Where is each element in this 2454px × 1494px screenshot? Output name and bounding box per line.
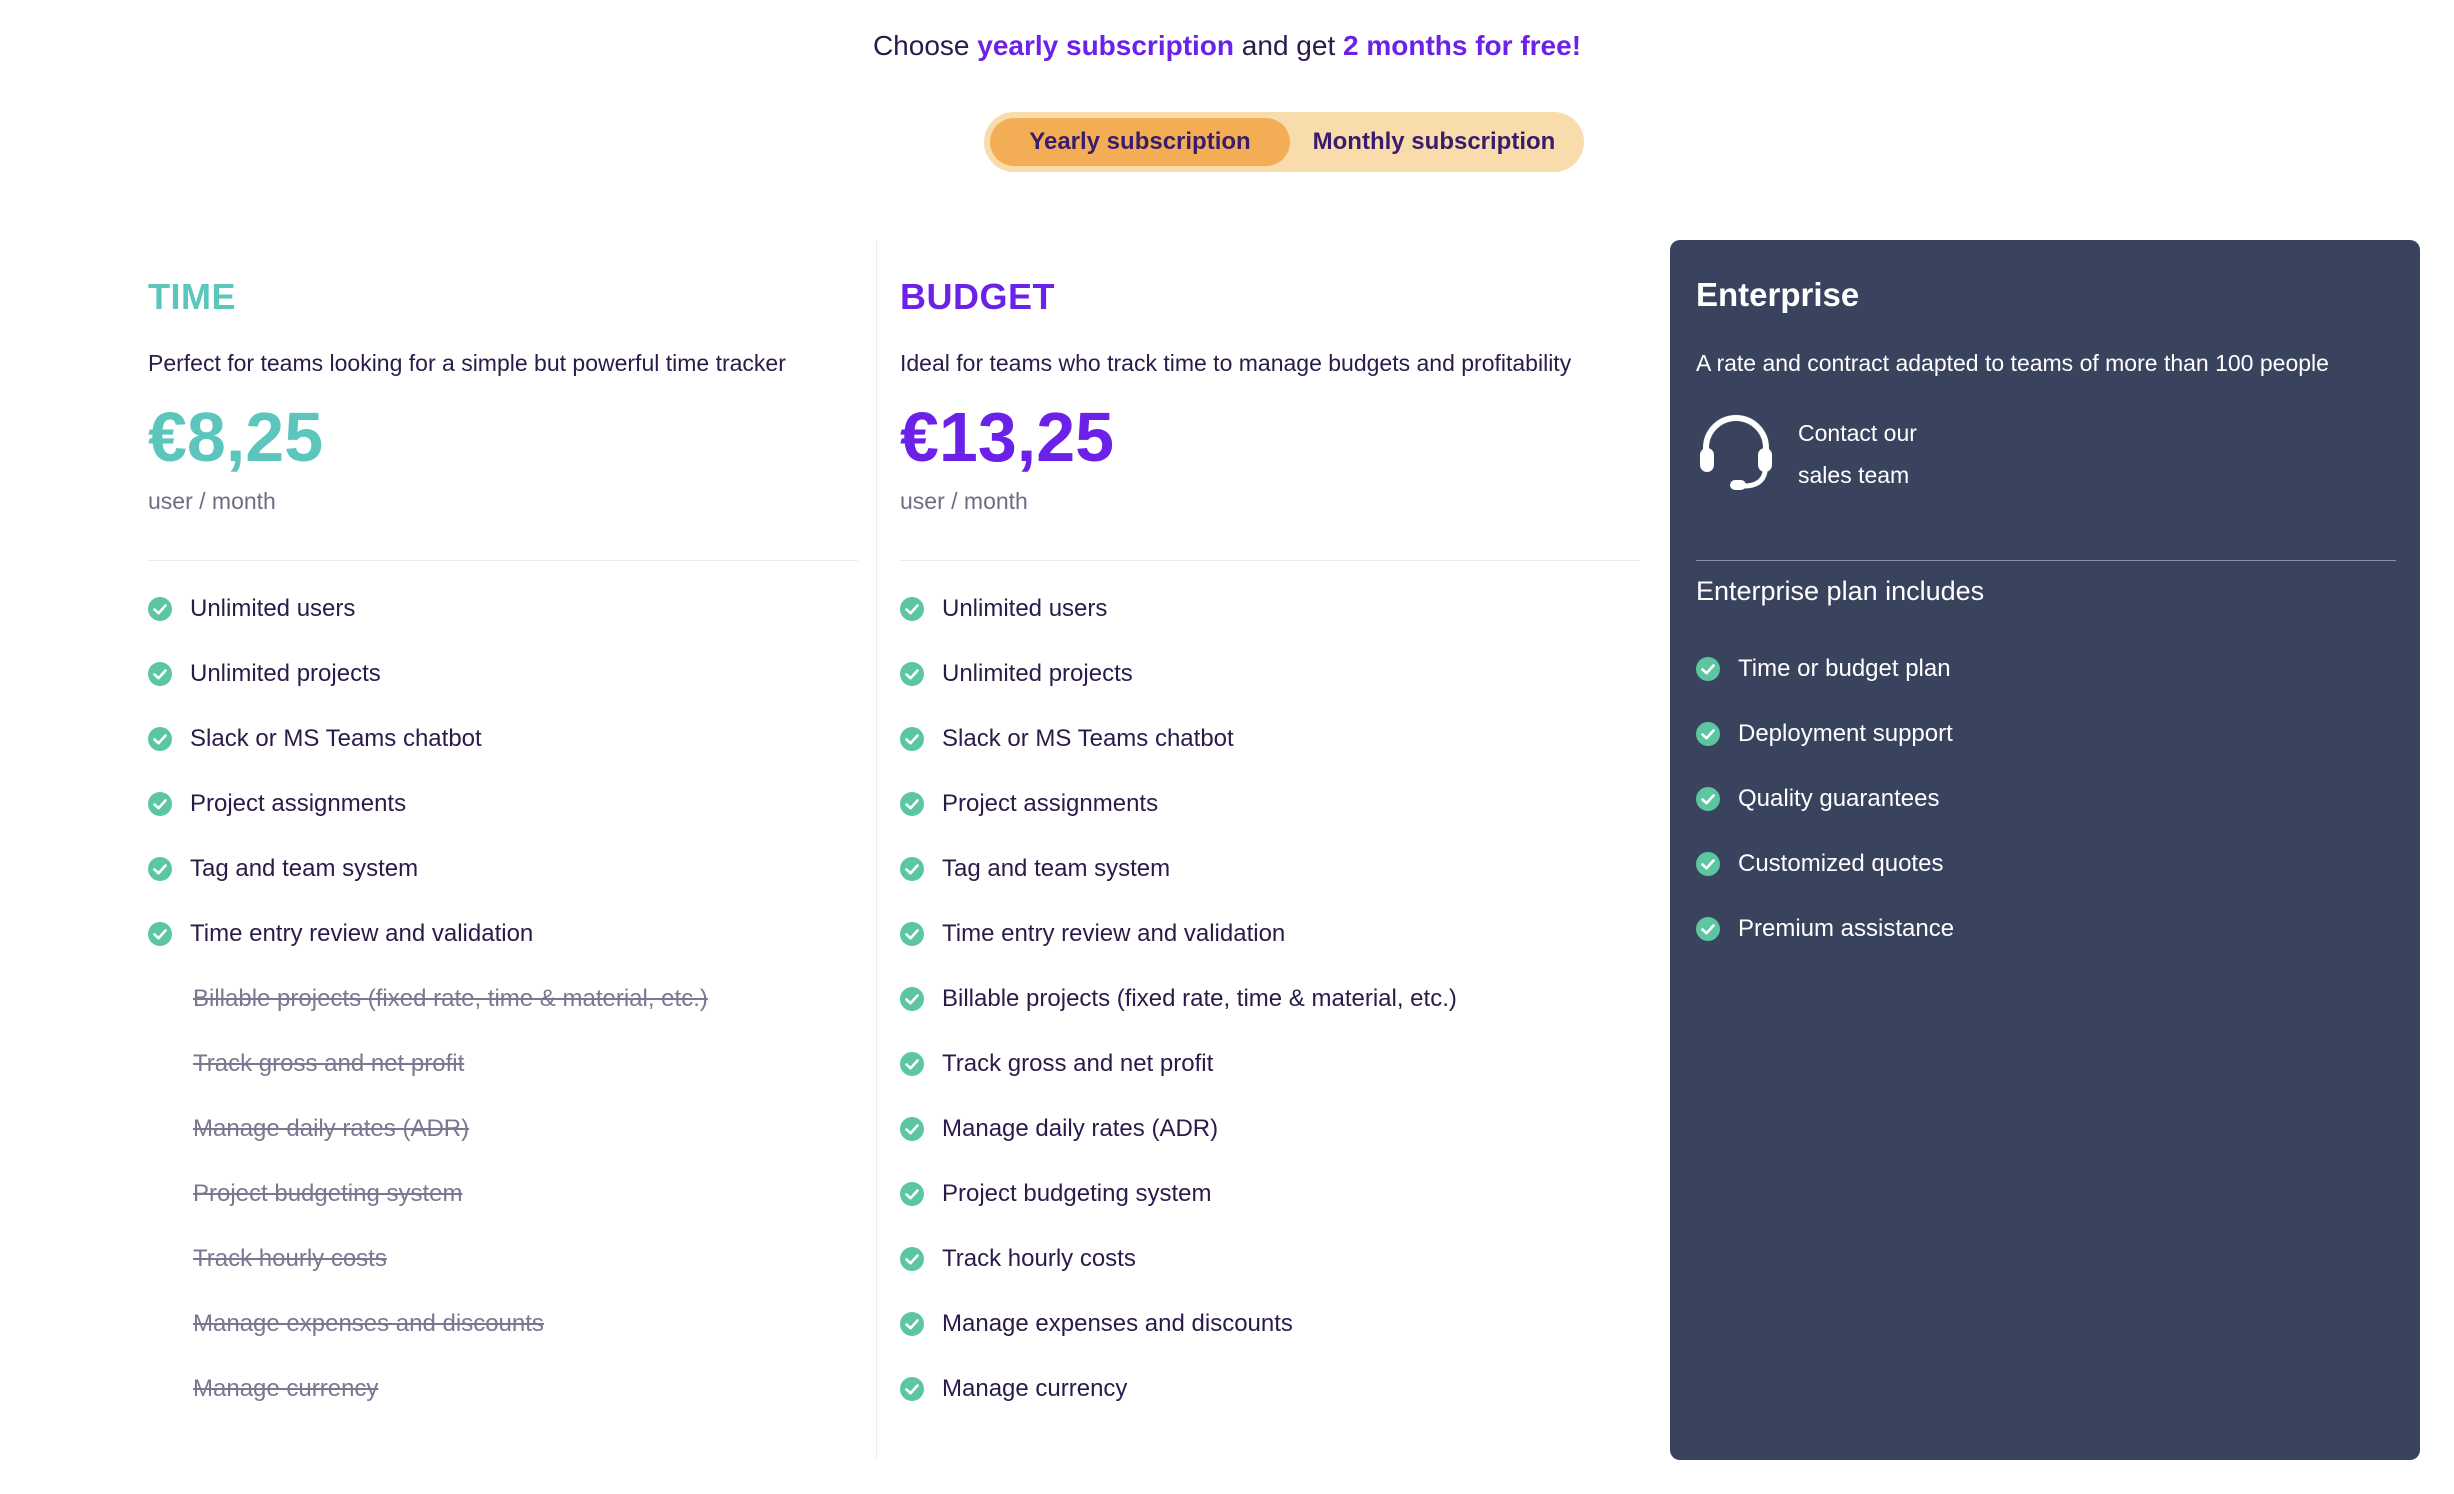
feature-label: Unlimited users bbox=[942, 594, 1108, 622]
feature-label: Manage daily rates (ADR) bbox=[942, 1114, 1219, 1142]
feature-item bbox=[148, 1031, 708, 1096]
feature-label: Customized quotes bbox=[1738, 849, 1944, 877]
feature-label: Deployment support bbox=[1738, 719, 1953, 747]
check-icon bbox=[900, 1247, 924, 1271]
feature-label: Time entry review and validation bbox=[942, 919, 1286, 947]
plan-budget-divider bbox=[900, 560, 1640, 561]
feature-label: Project assignments bbox=[942, 789, 1159, 817]
feature-item bbox=[900, 1161, 1457, 1226]
feature-label: Premium assistance bbox=[1738, 914, 1955, 942]
check-icon bbox=[900, 597, 924, 621]
column-divider bbox=[876, 240, 877, 1460]
feature-item bbox=[900, 1356, 1457, 1421]
plan-time-divider bbox=[148, 560, 858, 561]
feature-item bbox=[900, 1226, 1457, 1291]
feature-item bbox=[148, 901, 708, 966]
check-icon bbox=[900, 987, 924, 1011]
check-icon bbox=[148, 662, 172, 686]
plan-enterprise-description: A rate and contract adapted to teams of more than 100 people bbox=[1696, 350, 2329, 376]
plan-enterprise-divider bbox=[1696, 560, 2396, 561]
check-icon bbox=[1696, 657, 1720, 681]
check-icon bbox=[148, 857, 172, 881]
feature-label: Time entry review and validation bbox=[190, 919, 534, 947]
feature-item bbox=[900, 1291, 1457, 1356]
feature-item bbox=[148, 576, 708, 641]
check-icon bbox=[900, 922, 924, 946]
feature-label: Billable projects (fixed rate, time & material, etc.) bbox=[942, 984, 1457, 1012]
headset-icon bbox=[1696, 410, 1776, 490]
feature-item bbox=[148, 1291, 708, 1356]
feature-label: Slack or MS Teams chatbot bbox=[942, 724, 1234, 752]
check-icon bbox=[148, 792, 172, 816]
plan-budget-price: €13,25 bbox=[900, 398, 1115, 476]
feature-item bbox=[900, 1031, 1457, 1096]
feature-label: Project budgeting system bbox=[193, 1179, 463, 1207]
promo-highlight-free: 2 months for free! bbox=[1343, 30, 1582, 61]
feature-item bbox=[900, 576, 1457, 641]
plan-enterprise-title: Enterprise bbox=[1696, 276, 1860, 313]
feature-label: Slack or MS Teams chatbot bbox=[190, 724, 482, 752]
yearly-subscription-button[interactable]: Yearly subscription bbox=[990, 118, 1290, 166]
check-icon bbox=[900, 1312, 924, 1336]
feature-item bbox=[900, 641, 1457, 706]
feature-item bbox=[900, 966, 1457, 1031]
check-icon bbox=[1696, 787, 1720, 811]
feature-item bbox=[1696, 701, 1954, 766]
feature-label: Billable projects (fixed rate, time & material, etc.) bbox=[193, 984, 708, 1012]
feature-item bbox=[148, 1356, 708, 1421]
check-icon bbox=[900, 857, 924, 881]
feature-item bbox=[1696, 766, 1954, 831]
feature-label: Tag and team system bbox=[942, 854, 1171, 882]
contact-sales-line-2: sales team bbox=[1798, 462, 1910, 488]
plan-enterprise-includes-title: Enterprise plan includes bbox=[1696, 576, 1985, 606]
plan-time-unit: user / month bbox=[148, 488, 276, 514]
feature-item bbox=[148, 1226, 708, 1291]
check-icon bbox=[148, 597, 172, 621]
promo-highlight-yearly: yearly subscription bbox=[977, 30, 1235, 61]
promo-prefix: Choose bbox=[872, 30, 970, 61]
feature-label: Manage daily rates (ADR) bbox=[193, 1114, 470, 1142]
check-icon bbox=[148, 727, 172, 751]
plan-enterprise-card bbox=[1670, 240, 2420, 1460]
check-icon bbox=[900, 1052, 924, 1076]
feature-label: Quality guarantees bbox=[1738, 784, 1940, 812]
feature-item bbox=[148, 966, 708, 1031]
billing-toggle bbox=[984, 112, 1584, 172]
plan-budget-description: Ideal for teams who track time to manage budgets and profitability bbox=[900, 350, 1572, 376]
plan-time-description: Perfect for teams looking for a simple but powerful time tracker bbox=[148, 350, 786, 376]
plan-time-price: €8,25 bbox=[148, 398, 324, 476]
feature-item bbox=[900, 901, 1457, 966]
feature-label: Manage expenses and discounts bbox=[193, 1309, 544, 1337]
feature-item bbox=[148, 706, 708, 771]
check-icon bbox=[900, 1117, 924, 1141]
feature-item bbox=[900, 771, 1457, 836]
plan-budget-unit: user / month bbox=[900, 488, 1028, 514]
check-icon bbox=[900, 662, 924, 686]
plan-time-feature-list bbox=[148, 576, 708, 1421]
check-icon bbox=[1696, 917, 1720, 941]
check-icon bbox=[900, 792, 924, 816]
feature-item bbox=[148, 836, 708, 901]
feature-label: Unlimited projects bbox=[190, 659, 381, 687]
contact-sales-line-1: Contact our bbox=[1798, 420, 1917, 446]
feature-item bbox=[148, 1096, 708, 1161]
plan-budget-title: BUDGET bbox=[900, 276, 1055, 317]
feature-label: Track hourly costs bbox=[193, 1244, 387, 1272]
check-icon bbox=[900, 727, 924, 751]
feature-item bbox=[1696, 831, 1954, 896]
plan-budget-feature-list bbox=[900, 576, 1457, 1421]
feature-label: Track gross and net profit bbox=[942, 1049, 1214, 1077]
feature-label: Project assignments bbox=[190, 789, 407, 817]
feature-label: Project budgeting system bbox=[942, 1179, 1212, 1207]
feature-label: Manage currency bbox=[193, 1374, 379, 1402]
check-icon bbox=[900, 1182, 924, 1206]
feature-item bbox=[148, 771, 708, 836]
feature-label: Tag and team system bbox=[190, 854, 419, 882]
feature-label: Track gross and net profit bbox=[193, 1049, 465, 1077]
check-icon bbox=[900, 1377, 924, 1401]
feature-item bbox=[900, 706, 1457, 771]
monthly-subscription-button[interactable]: Monthly subscription bbox=[1312, 128, 1556, 155]
check-icon bbox=[148, 922, 172, 946]
check-icon bbox=[1696, 852, 1720, 876]
feature-label: Manage currency bbox=[942, 1374, 1128, 1402]
feature-label: Track hourly costs bbox=[942, 1244, 1136, 1272]
feature-label: Unlimited users bbox=[190, 594, 356, 622]
feature-item bbox=[900, 1096, 1457, 1161]
feature-item bbox=[900, 836, 1457, 901]
feature-item bbox=[1696, 636, 1954, 701]
plan-enterprise-feature-list bbox=[1696, 636, 1954, 961]
plan-time-title: TIME bbox=[148, 276, 236, 317]
feature-item bbox=[1696, 896, 1954, 961]
feature-label: Manage expenses and discounts bbox=[942, 1309, 1293, 1337]
feature-item bbox=[148, 1161, 708, 1226]
promo-banner bbox=[0, 30, 2454, 62]
check-icon bbox=[1696, 722, 1720, 746]
feature-label: Time or budget plan bbox=[1738, 654, 1951, 682]
promo-middle: and get bbox=[1241, 30, 1336, 61]
contact-sales-link[interactable] bbox=[1798, 412, 1998, 496]
feature-item bbox=[148, 641, 708, 706]
feature-label: Unlimited projects bbox=[942, 659, 1133, 687]
